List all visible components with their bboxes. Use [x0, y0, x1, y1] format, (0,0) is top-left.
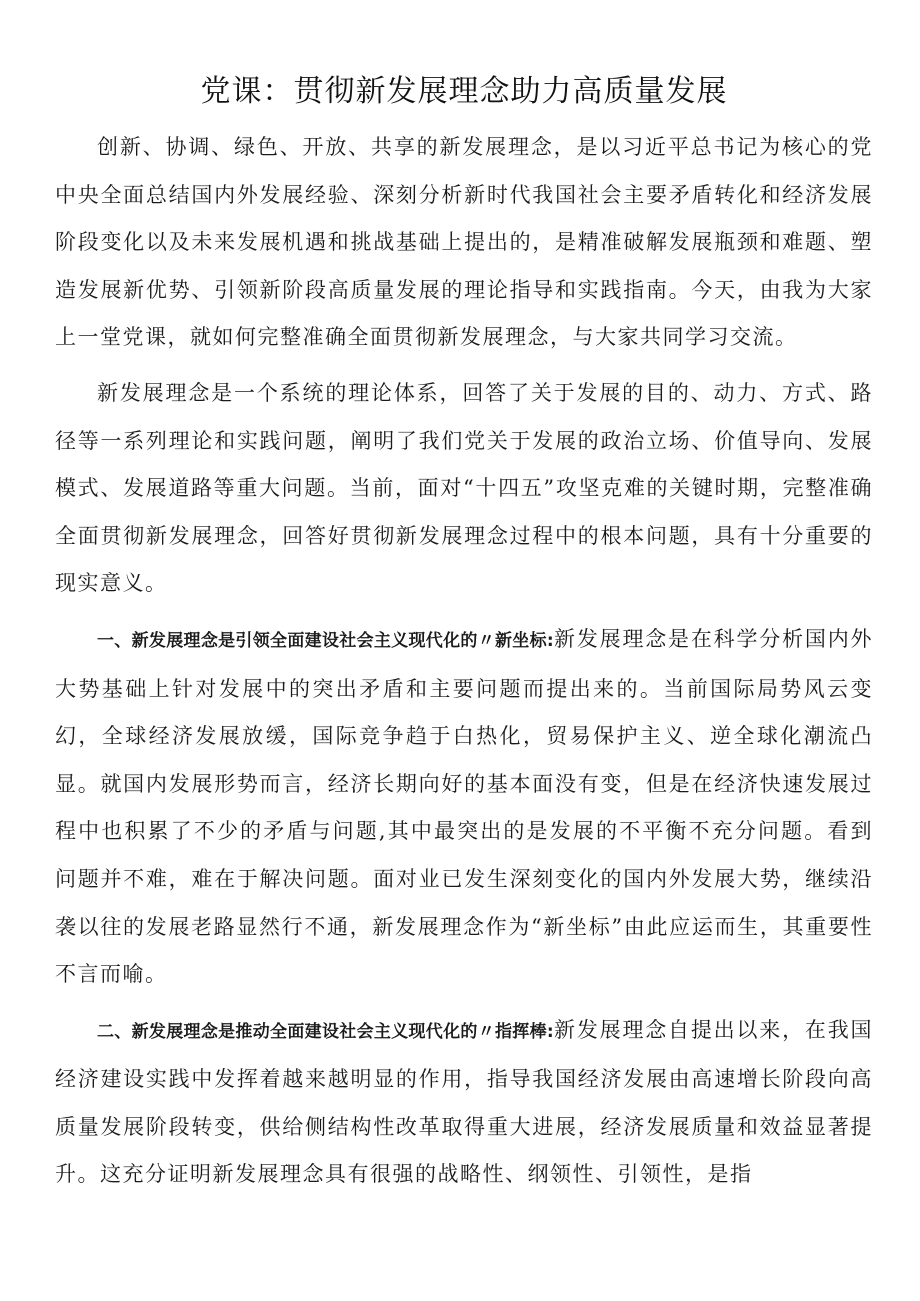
paragraph-section-1	[55, 616, 873, 999]
document-title: 党课：贯彻新发展理念助力高质量发展	[200, 74, 728, 109]
document-page	[55, 68, 873, 1199]
spacer	[55, 999, 873, 1007]
paragraph-text: 新发展理念是在科学分析国内外大势基础上针对发展中的突出矛盾和主要问题而提出来的。当前国际局势风云变幻，全球经济发展放缓，国际竞争趋于白热化，贸易保护主义、逆全球化潮流凸显。就国内发展形势而言，经济长期向好的基本面没有变，但是在经济快速发展过程中也积累了不少的矛盾与问题,其中最突出的是发展的不平衡不充分问题。看到问题并不难，难在于解决问题。面对业已发生深刻变化的国内外发展大势，继续沿袭以往的发展老路显然行不通，新发展理念作为“新坐标”由此应运而生，其重要性不言而喻。	[55, 626, 873, 987]
paragraph-text: 新发展理念是一个系统的理论体系，回答了关于发展的目的、动力、方式、路径等一系列理论和实践问题，阐明了我们党关于发展的政治立场、价值导向、发展模式、发展道路等重大问题。当前，面对“十四五”攻坚克难的关键时期，完整准确全面贯彻新发展理念，回答好贯彻新发展理念过程中的根本问题，具有十分重要的现实意义。	[55, 380, 873, 596]
spacer	[55, 362, 873, 370]
paragraph-system	[55, 370, 873, 608]
section-heading: 一、新发展理念是引领全面建设社会主义现代化的〃新坐标:	[97, 630, 554, 651]
section-heading: 二、新发展理念是推动全面建设社会主义现代化的〃指挥棒:	[97, 1021, 554, 1042]
paragraph-section-2	[55, 1007, 873, 1199]
paragraph-text: 新发展理念自提出以来，在我国经济建设实践中发挥着越来越明显的作用，指导我国经济发展由高速增长阶段向高质量发展阶段转变，供给侧结构性改革取得重大进展，经济发展质量和效益显著提升。这充分证明新发展理念具有很强的战略性、纲领性、引领性，是指	[55, 1017, 873, 1187]
paragraph-text: 创新、协调、绿色、开放、共享的新发展理念，是以习近平总书记为核心的党中央全面总结国内外发展经验、深刻分析新时代我国社会主要矛盾转化和经济发展阶段变化以及未来发展机遇和挑战基础上提出的，是精准破解发展瓶颈和难题、塑造发展新优势、引领新阶段高质量发展的理论指导和实践指南。今天，由我为大家上一堂党课，就如何完整准确全面贯彻新发展理念，与大家共同学习交流。	[55, 135, 873, 350]
paragraph-intro	[55, 124, 873, 362]
spacer	[55, 608, 873, 616]
spacer	[55, 116, 873, 124]
